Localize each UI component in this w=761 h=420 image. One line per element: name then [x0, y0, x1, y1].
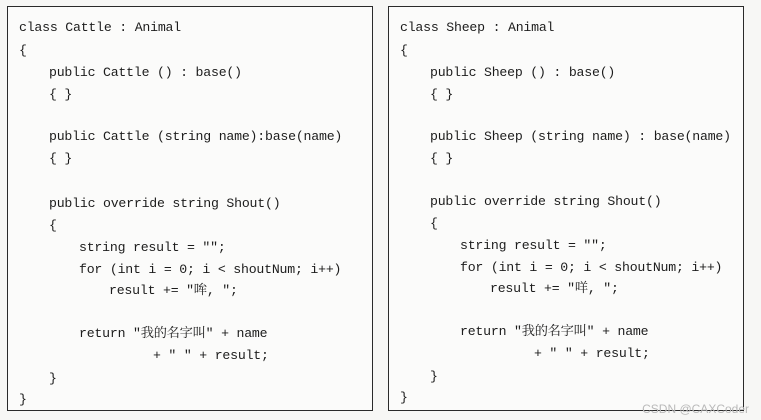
code-line-return-continued: + " " + result; — [534, 346, 650, 361]
code-line-named-constructor: public Sheep (string name) : base(name) — [430, 129, 731, 144]
code-line-default-constructor: public Cattle () : base() — [49, 65, 242, 80]
sheep-code-box — [388, 6, 744, 411]
cattle-code-box — [7, 6, 373, 411]
code-line-named-constructor-body: { } — [430, 151, 454, 166]
code-line-return: return "我的名字叫" + name — [79, 326, 268, 341]
code-line-method-open-brace: { — [49, 218, 57, 233]
code-line-constructor-body: { } — [49, 87, 73, 102]
code-line-return-continued: + " " + result; — [153, 348, 269, 363]
code-line-result-init: string result = ""; — [460, 238, 607, 253]
code-line-constructor-body: { } — [430, 87, 454, 102]
code-line-open-brace: { — [400, 43, 408, 58]
code-line-method-close-brace: } — [430, 369, 438, 384]
code-line-default-constructor: public Sheep () : base() — [430, 65, 616, 80]
code-line-open-brace: { — [19, 43, 27, 58]
code-line-for-loop: for (int i = 0; i < shoutNum; i++) — [460, 260, 723, 275]
code-line-class-close-brace: } — [400, 390, 408, 405]
code-line-method-open-brace: { — [430, 216, 438, 231]
code-line-result-append: result += "哞, "; — [109, 283, 238, 298]
code-line-method-close-brace: } — [49, 371, 57, 386]
code-line-named-constructor: public Cattle (string name):base(name) — [49, 129, 343, 144]
code-line-return: return "我的名字叫" + name — [460, 324, 649, 339]
code-line-class-declaration: class Cattle : Animal — [19, 20, 181, 35]
code-line-result-init: string result = ""; — [79, 240, 226, 255]
code-line-class-close-brace: } — [19, 392, 27, 407]
code-line-for-loop: for (int i = 0; i < shoutNum; i++) — [79, 262, 342, 277]
watermark: CSDN @CAXCoder — [642, 402, 749, 416]
code-line-shout-method: public override string Shout() — [49, 196, 281, 211]
code-line-shout-method: public override string Shout() — [430, 194, 662, 209]
code-line-named-constructor-body: { } — [49, 151, 73, 166]
code-line-result-append: result += "咩, "; — [490, 281, 619, 296]
code-line-class-declaration: class Sheep : Animal — [400, 20, 555, 35]
